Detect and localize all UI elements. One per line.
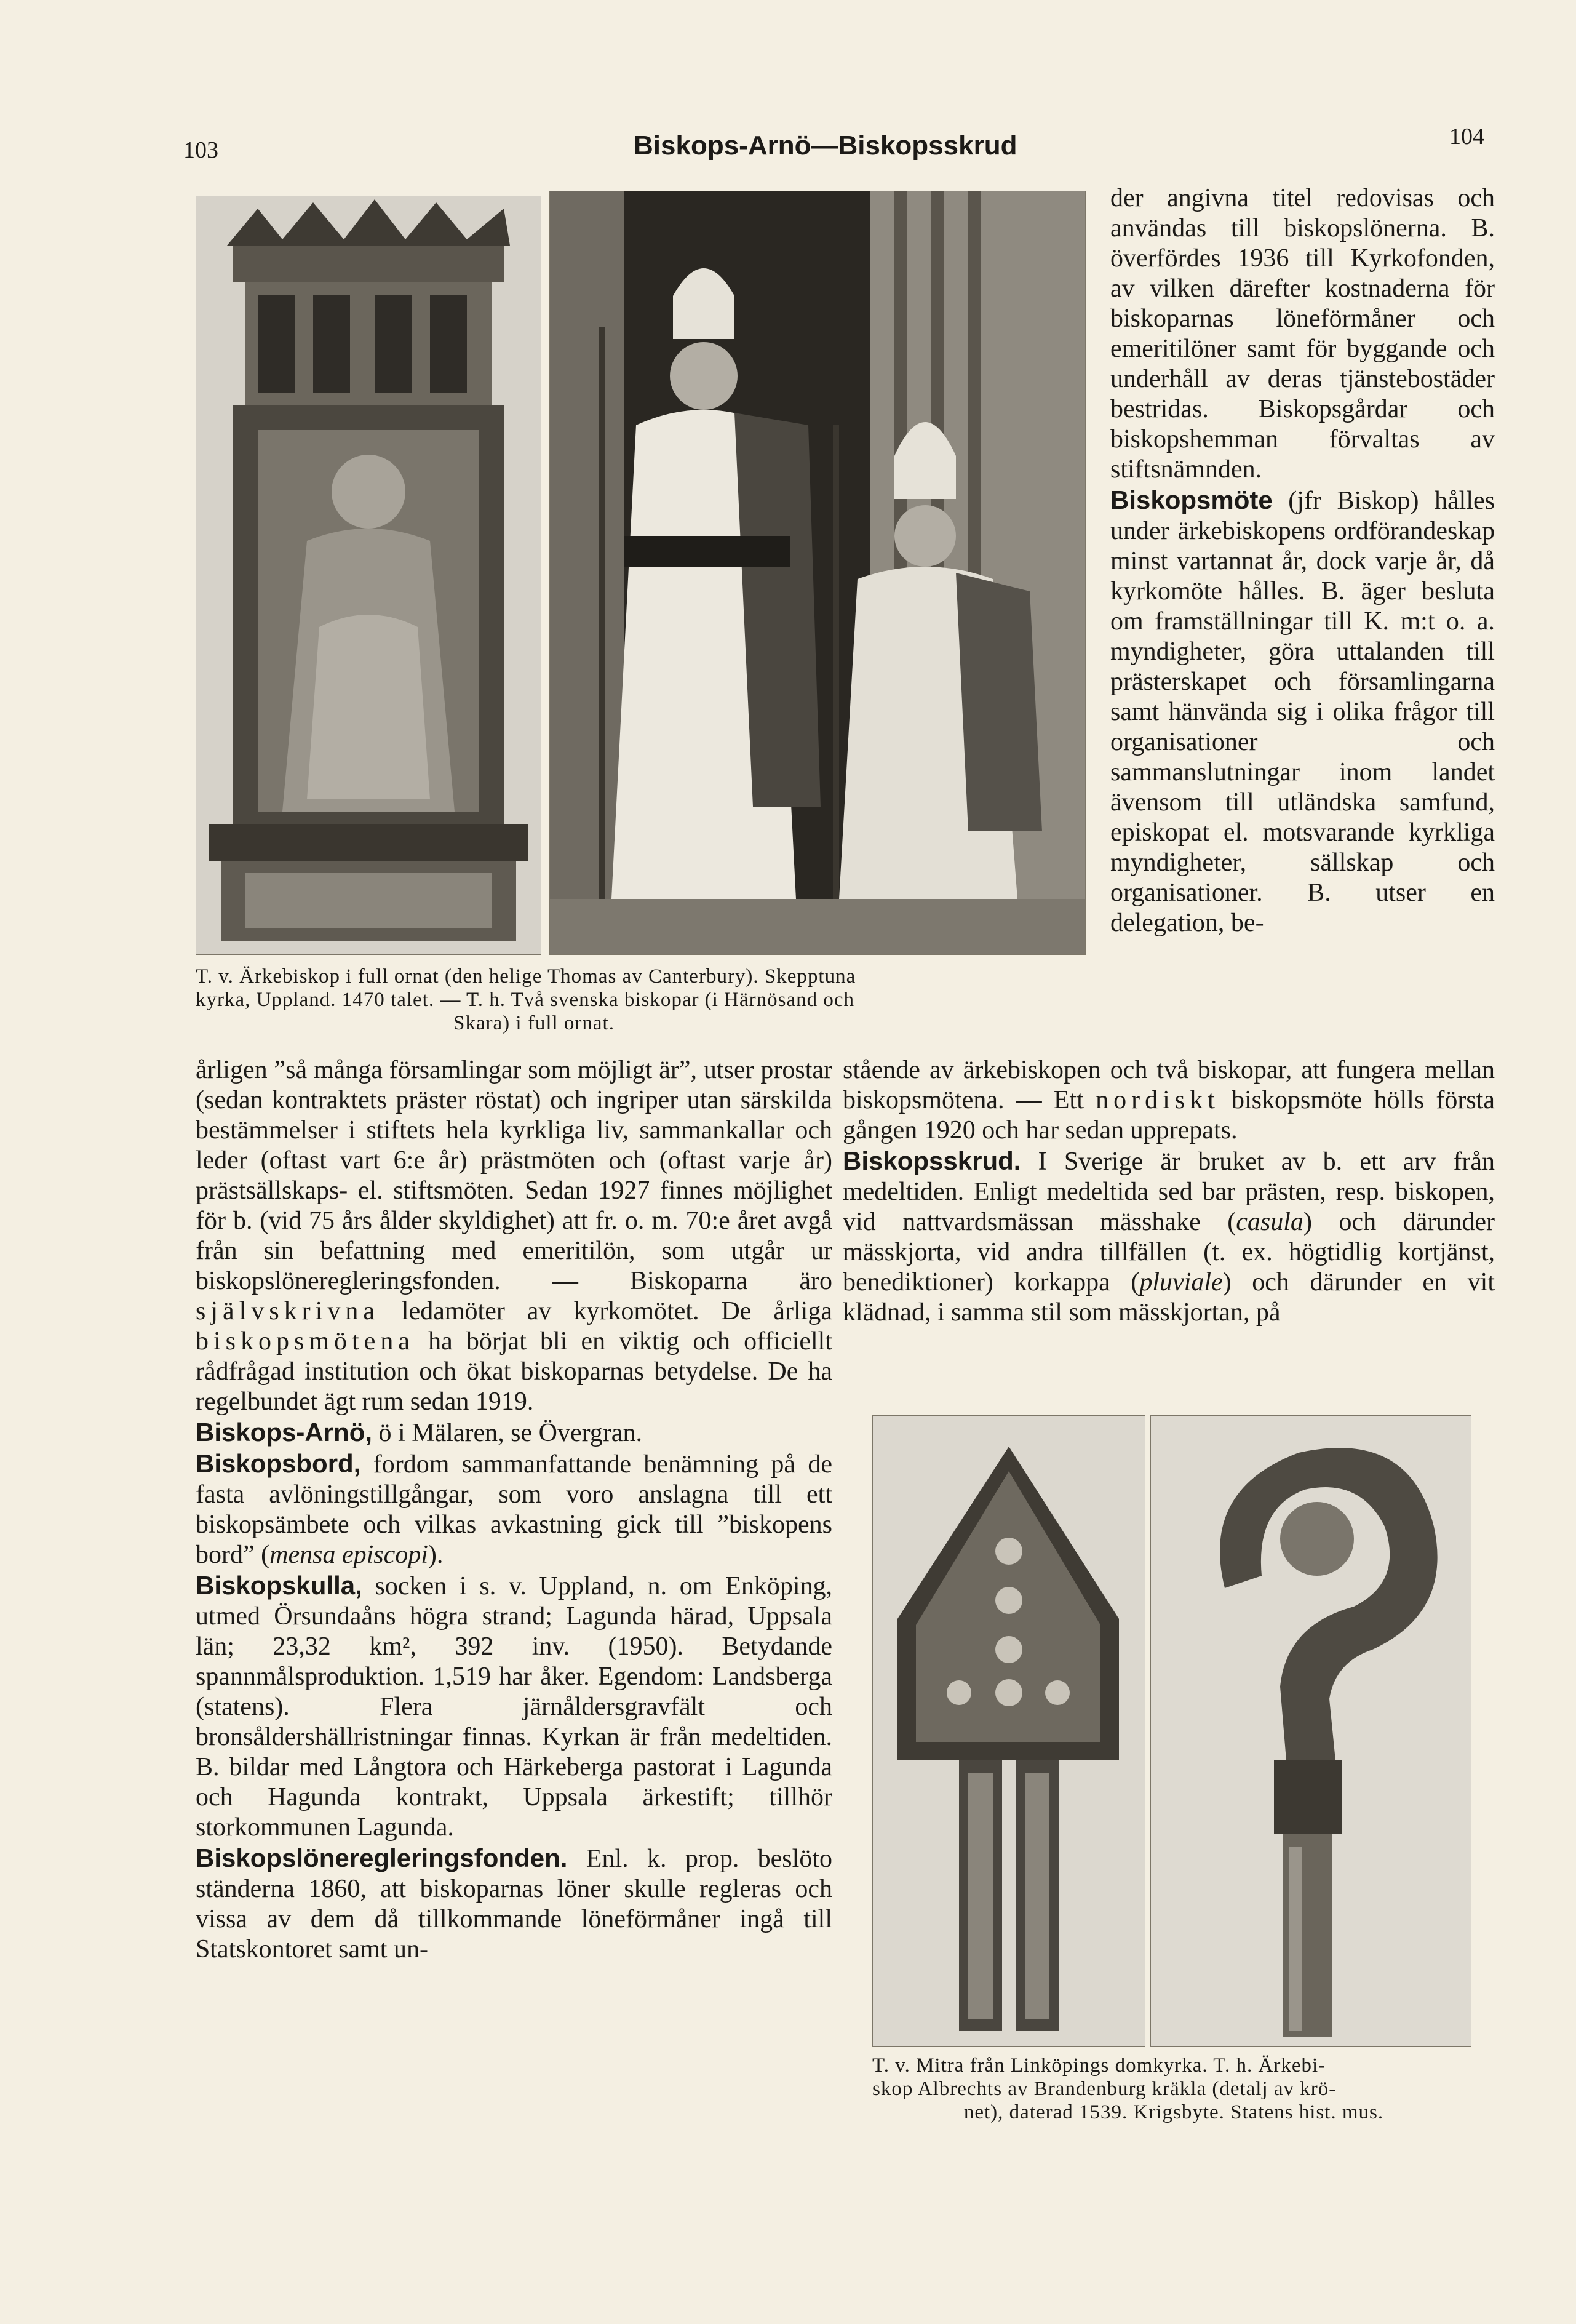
left-column [196, 1055, 832, 1965]
entry-text-biskopsbord: fordom sammanfattande benämning på de fasta avlöningstillgångar, som voro anslagna till ett biskopsämbete och vilkas avkastning gick till ”biskopens bord” ( [196, 1450, 832, 1569]
photo-crozier [1150, 1415, 1471, 2047]
entry-text-biskops-arno: ö i Mälaren, se Övergran. [372, 1419, 642, 1447]
entry-biskopsloneregleringsfonden [196, 1843, 832, 1965]
entry-biskopskulla [196, 1570, 832, 1843]
photo-archbishop-statue [196, 196, 541, 955]
caption-bottom-line-2: skop Albrechts av Brandenburg kräkla (detalj av krö- [872, 2078, 1337, 2100]
figure-caption-top [196, 965, 1088, 1035]
text-biskop-c: ha börjat bli en viktig och officiellt rådfrågad institution och ökat biskoparnas betydelse. De ha regelbundet ägt rum sedan 1919. [196, 1327, 832, 1416]
headword-biskopsbord: Biskopsbord, [196, 1449, 361, 1478]
entry-text-biskopsloneregleringsfonden: Enl. k. prop. beslöto ständerna 1860, att biskoparnas löner skulle regleras och vissa av dem då tillkommande löneförmåner ingå till Statskontoret samt un- [196, 1845, 832, 1963]
page-number-left: 103 [183, 137, 218, 163]
text-delegation-b: biskopsmöte hölls första gången 1920 och har sedan upprepats. [843, 1086, 1495, 1144]
caption-top-line-2: kyrka, Uppland. 1470 talet. — T. h. Två svenska biskopar (i Härnösand och [196, 989, 855, 1011]
headword-biskopskulla: Biskopskulla, [196, 1571, 362, 1600]
photo-mitre [872, 1415, 1145, 2047]
caption-top-line-3: Skara) i full ornat. [453, 1012, 615, 1034]
text-nordiskt: nordiskt [1096, 1086, 1220, 1114]
text-biskop-b: ledamöter av kyrkomötet. De årliga [379, 1297, 832, 1325]
entry-text-biskopsmote: (jfr Biskop) hålles under ärkebiskopens ordförandeskap minst vartannat år, dock varje år, då kyrkomöte hålles. B. äger besluta om framställningar till K. m:t o. a. myndigheter, göra uttalanden till prästerskapet och församlingarna samt hänvända sig i olika frågor till organisationer och sammanslutningar inom landet ävensom till utländska samfund, episkopat el. motsvarande kyrkliga myndigheter, sällskap och organisationer. B. utser en delegation, be- [1110, 487, 1495, 937]
figure-caption-bottom [872, 2054, 1475, 2124]
page-title: Biskops-Arnö—Biskopsskrud [634, 130, 1017, 161]
entry-text-biskopsskrud-c: ) och därunder en vit klädnad, i samma stil som mässkjortan, på [843, 1268, 1495, 1327]
caption-top-line-1: T. v. Ärkebiskop i full ornat (den helige Thomas av Canterbury). Skepptuna [196, 965, 856, 988]
headword-biskopsloneregleringsfonden: Biskopslöneregleringsfonden. [196, 1843, 568, 1872]
text-sjalvskrivna: självskrivna [196, 1297, 380, 1325]
entry-text-biskopsbord-end: ). [428, 1541, 444, 1569]
right-column-wide [843, 1055, 1495, 1328]
photo-two-bishops [549, 191, 1086, 955]
term-mensa-episcopi: mensa episcopi [269, 1541, 428, 1569]
right-column-top [1110, 183, 1495, 938]
paragraph-biskopsgardar: der angivna titel redovisas och användas till biskopslönerna. B. överfördes 1936 till Kyrkofonden, av vilken därefter kostnaderna för biskoparnas löneförmåner och emeritilöner samt för byggande och underhåll av deras tjänstebostäder bestridas. Biskopsgårdar och biskopshemman förvaltas av stiftsnämnden. [1110, 184, 1495, 484]
page-number-right: 104 [1449, 124, 1484, 150]
entry-biskopsbord [196, 1448, 832, 1570]
entry-text-biskopskulla: socken i s. v. Uppland, n. om Enköping, utmed Örsundaåns högra strand; Lagunda härad, Uppsala län; 23,32 km², 392 inv. (1950). Betydande spannmålsproduktion. 1,519 har åker. Egendom: Landsberga (statens). Flera järnåldersgravfält och bronsåldershällristningar finnas. Kyrkan är från medeltiden. B. bildar med Långtora och Härkeberga pastorat i Lagunda och Hagunda kontrakt, Uppsala ärkestift; tillhör storkommunen Lagunda. [196, 1572, 832, 1842]
entry-biskops-arno [196, 1417, 832, 1448]
headword-biskopsskrud: Biskopsskrud. [843, 1146, 1021, 1175]
entry-biskopsmote [1110, 485, 1495, 938]
caption-bottom-line-1: T. v. Mitra från Linköpings domkyrka. T. h. Ärkebi- [872, 2054, 1326, 2077]
entry-text-biskopsskrud-b: ) och därunder mässkjorta, vid andra tillfällen (t. ex. högtidlig kortjänst, benediktioner) korkappa ( [843, 1208, 1495, 1296]
entry-text-biskopsskrud-a: I Sverige är bruket av b. ett arv från medeltiden. Enligt medeltida sed bar prästen, resp. biskopen, vid nattvardsmässan mässhake ( [843, 1148, 1495, 1236]
caption-bottom-line-3: net), daterad 1539. Krigsbyte. Statens hist. mus. [963, 2101, 1384, 2123]
headword-biskops-arno: Biskops-Arnö, [196, 1418, 373, 1447]
paragraph-biskop-continued [196, 1055, 832, 1417]
text-delegation-a: stående av ärkebiskopen och två biskopar, att fungera mellan biskopsmötena. — Ett [843, 1056, 1495, 1114]
entry-biskopsskrud [843, 1146, 1495, 1328]
term-casula: casula [1236, 1208, 1303, 1236]
term-pluviale: pluviale [1139, 1268, 1223, 1296]
text-biskopsmotena: biskopsmötena [196, 1327, 415, 1356]
headword-biskopsmote: Biskopsmöte [1110, 485, 1273, 514]
text-biskop-a: årligen ”så många församlingar som möjligt är”, utser prostar (sedan kontraktets präster röstat) och ingriper utan särskilda bestämmelser i stiftets hela kyrkliga liv, sammankallar och leder (oftast vart 6:e år) prästmöten och (oftast varje år) prästsällskaps- el. stiftsmöten. Sedan 1927 finnes möjlighet för b. (vid 75 års ålder skyldighet) att fr. o. m. 70:e året avgå från sin befattning med emeritilön, som utgår ur biskopslöneregleringsfonden. — Biskoparna äro [196, 1056, 832, 1295]
paragraph-delegation [843, 1055, 1495, 1146]
